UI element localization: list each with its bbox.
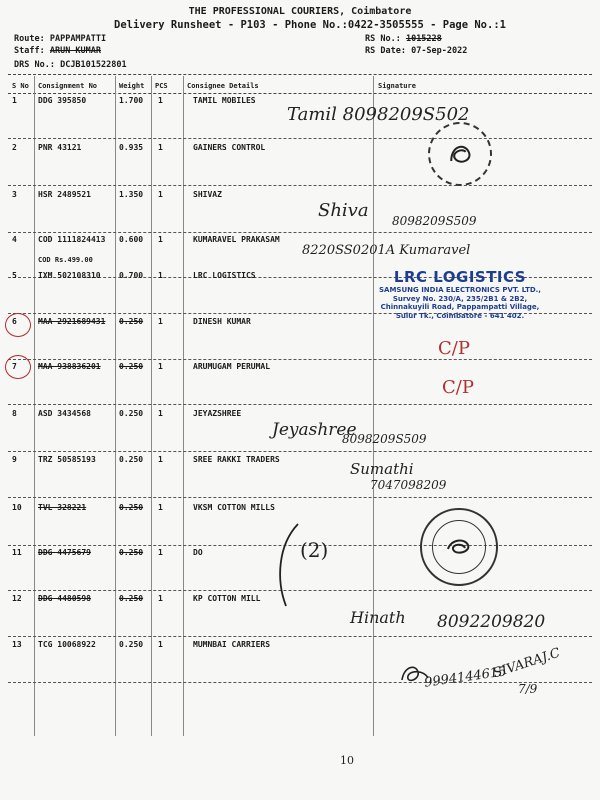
row-consignee: DINESH KUMAR <box>193 317 251 326</box>
handwritten-name-row9: Sumathi <box>350 460 414 478</box>
col-consignee: Consignee Details <box>187 82 259 90</box>
row-consignment-number: IXM 502108310 <box>38 271 101 280</box>
drs-info <box>14 60 127 70</box>
table-row <box>0 143 600 191</box>
staff-value: ARUN KUMAR <box>49 46 102 56</box>
row-consignment-number: ASD 3434568 <box>38 409 91 418</box>
row-pieces: 1 <box>158 317 163 326</box>
table-row <box>0 190 600 238</box>
row-consignment-number: DDG 4480598 <box>38 594 91 603</box>
rs-no-label: RS No.: <box>365 34 401 44</box>
handwritten-phone-row13: 9994144615 <box>423 664 508 691</box>
seal-signature-mark <box>442 136 478 172</box>
handwritten-cp-row7: C/P <box>442 377 474 398</box>
lrc-logistics-stamp <box>355 268 565 320</box>
row-separator <box>8 682 592 683</box>
row-consignment-number: DDG 4475679 <box>38 548 91 557</box>
col-pcs: PCS <box>155 82 168 90</box>
staff-label: Staff: <box>14 46 45 56</box>
row-weight: 0.250 <box>119 503 144 512</box>
lrc-stamp-line2: Survey No. 230/A, 235/2B1 & 2B2, <box>392 294 528 303</box>
row-pieces: 1 <box>158 409 163 418</box>
row-weight: 0.250 <box>119 362 144 371</box>
row-pieces: 1 <box>158 594 163 603</box>
row-pieces: 1 <box>158 362 163 371</box>
row-weight: 0.935 <box>119 143 144 152</box>
handwritten-phone-row9: 7047098209 <box>370 478 447 492</box>
row-separator <box>8 359 592 360</box>
row-pieces: 1 <box>158 143 163 152</box>
handwritten-initials-row13 <box>398 660 432 690</box>
row-pieces: 1 <box>158 235 163 244</box>
row-pieces: 1 <box>158 271 163 280</box>
seal-signature-mark <box>445 535 473 559</box>
table-top-rule <box>8 74 592 75</box>
row-weight: 0.250 <box>119 640 144 649</box>
row-weight: 1.350 <box>119 190 144 199</box>
row-consignee: VKSM COTTON MILLS <box>193 503 275 512</box>
row-weight: 0.250 <box>119 594 144 603</box>
row-consignee: GAINERS CONTROL <box>193 143 266 152</box>
lrc-stamp-line3: Chinnakuyili Road, Pappampatti Village, <box>380 303 540 311</box>
row-serial-number: 12 <box>12 594 22 603</box>
row-consignee: MUMNBAI CARRIERS <box>193 640 271 649</box>
row-serial-number: 1 <box>12 96 17 105</box>
row-weight: 0.250 <box>119 409 144 418</box>
row-consignee: SREE RAKKI TRADERS <box>193 455 280 464</box>
row-consignment-number: PNR 43121 <box>38 143 82 152</box>
row-pieces: 1 <box>158 640 163 649</box>
table-header-rule <box>8 93 592 94</box>
row-weight: 0.600 <box>119 235 144 244</box>
row-separator <box>8 451 592 452</box>
row-7-circle-mark <box>5 355 31 379</box>
row-consignee: SHIVAZ <box>193 190 222 199</box>
row-separator <box>8 497 592 498</box>
row-consignment-number: COD 1111824413 <box>38 235 106 244</box>
row-separator <box>8 185 592 186</box>
rs-date-label: RS Date: <box>365 46 406 56</box>
row-consignment-number: TVL 328221 <box>38 503 87 512</box>
row-consignee: DO <box>193 548 203 557</box>
staff-info <box>14 46 101 56</box>
row-consignment-number: TCG 10068922 <box>38 640 96 649</box>
row-separator <box>8 636 592 637</box>
handwritten-phone-row3: 8098209S509 <box>392 214 477 228</box>
document-title: THE PROFESSIONAL COURIERS, Coimbatore <box>188 6 412 17</box>
row-separator <box>8 232 592 233</box>
handwritten-bracket-stroke <box>268 520 308 610</box>
rs-date-info <box>365 46 467 56</box>
row-serial-number: 6 <box>12 317 17 326</box>
row-pieces: 1 <box>158 190 163 199</box>
row-consignment-number: DDG 395850 <box>38 96 87 105</box>
route-label: Route: <box>14 34 45 44</box>
row-6-circle-mark <box>5 313 31 337</box>
row-consignee: ARUMUGAM PERUMAL <box>193 362 271 371</box>
row-pieces: 1 <box>158 503 163 512</box>
row-consignee: LRC LOGISTICS <box>193 271 256 280</box>
row-consignment-number: MAA 2921689431 <box>38 317 106 326</box>
table-row <box>0 317 600 365</box>
lrc-stamp-name: LRC LOGISTICS <box>393 268 527 286</box>
row-weight: 0.250 <box>119 455 144 464</box>
row-serial-number: 2 <box>12 143 17 152</box>
handwritten-phone-row8: 8098209S509 <box>342 432 427 446</box>
lrc-stamp-line1: SAMSUNG INDIA ELECTRONICS PVT. LTD., <box>379 286 541 294</box>
handwritten-phone-row12: 8092209820 <box>437 612 546 632</box>
handwritten-name-row8: Jeyashree <box>272 420 357 440</box>
row-serial-number: 8 <box>12 409 17 418</box>
row-consignee: TAMIL MOBILES <box>193 96 256 105</box>
rs-no-info <box>365 34 442 44</box>
row-consignment-number: HSR 2489521 <box>38 190 91 199</box>
row-consignment-number: MAA 938836201 <box>38 362 101 371</box>
row-weight: 1.700 <box>119 96 144 105</box>
handwritten-cp-row6: C/P <box>438 338 470 359</box>
route-value: PAPPAMPATTI <box>49 34 107 44</box>
vksm-round-seal <box>420 508 498 586</box>
row-pieces: 1 <box>158 455 163 464</box>
col-signature: Signature <box>378 82 416 90</box>
row-separator <box>8 404 592 405</box>
row-consignee: KUMARAVEL PRAKASAM <box>193 235 280 244</box>
row-consignee: KP COTTON MILL <box>193 594 261 603</box>
handwritten-footer-number: 10 <box>340 754 354 767</box>
row-serial-number: 11 <box>12 548 22 557</box>
rs-date-value: 07-Sep-2022 <box>411 46 468 56</box>
handwritten-mark-row10: (2) <box>300 538 329 562</box>
row-serial-number: 7 <box>12 362 17 371</box>
row-serial-number: 3 <box>12 190 17 199</box>
row-serial-number: 5 <box>12 271 17 280</box>
table-row <box>0 455 600 503</box>
handwritten-name-row13: SIVARAJ.C <box>491 645 563 682</box>
row-weight: 0.250 <box>119 548 144 557</box>
runsheet-subtitle: Delivery Runsheet - P103 - Phone No.:0422-3505555 - Page No.:1 <box>114 19 506 31</box>
row-weight: 0.700 <box>119 271 144 280</box>
row-consignment-number: TRZ 50585193 <box>38 455 96 464</box>
row-separator <box>8 138 592 139</box>
vksm-seal-inner-ring <box>432 520 486 574</box>
col-weight: Weight <box>119 82 145 90</box>
drs-label: DRS No.: <box>14 60 55 70</box>
route-info <box>14 34 106 44</box>
row-consignee: JEYAZSHREE <box>193 409 242 418</box>
row-serial-number: 10 <box>12 503 22 512</box>
cod-amount-note: COD Rs.499.00 <box>38 256 93 264</box>
col-consignment: Consignment No <box>38 82 98 90</box>
handwritten-signature-row1: Tamil 8098209S502 <box>287 104 470 125</box>
handwritten-date-row13: 7/9 <box>518 682 538 696</box>
handwritten-signature-row4: 8220SS0201A Kumaravel <box>302 243 471 258</box>
handwritten-name-row12: Hinath <box>350 608 406 627</box>
drs-value: DCJB101522801 <box>60 60 127 70</box>
lrc-stamp-line4: Sulur Tk., Coimbatore - 641 402. <box>395 311 525 320</box>
table-row <box>0 362 600 410</box>
row-pieces: 1 <box>158 548 163 557</box>
handwritten-name-row3: Shiva <box>318 200 369 221</box>
col-sno: S No <box>12 82 29 90</box>
rs-no-value: 1015228 <box>405 34 442 44</box>
row-serial-number: 13 <box>12 640 22 649</box>
row-weight: 0.250 <box>119 317 144 326</box>
row-serial-number: 9 <box>12 455 17 464</box>
row-pieces: 1 <box>158 96 163 105</box>
row-serial-number: 4 <box>12 235 17 244</box>
